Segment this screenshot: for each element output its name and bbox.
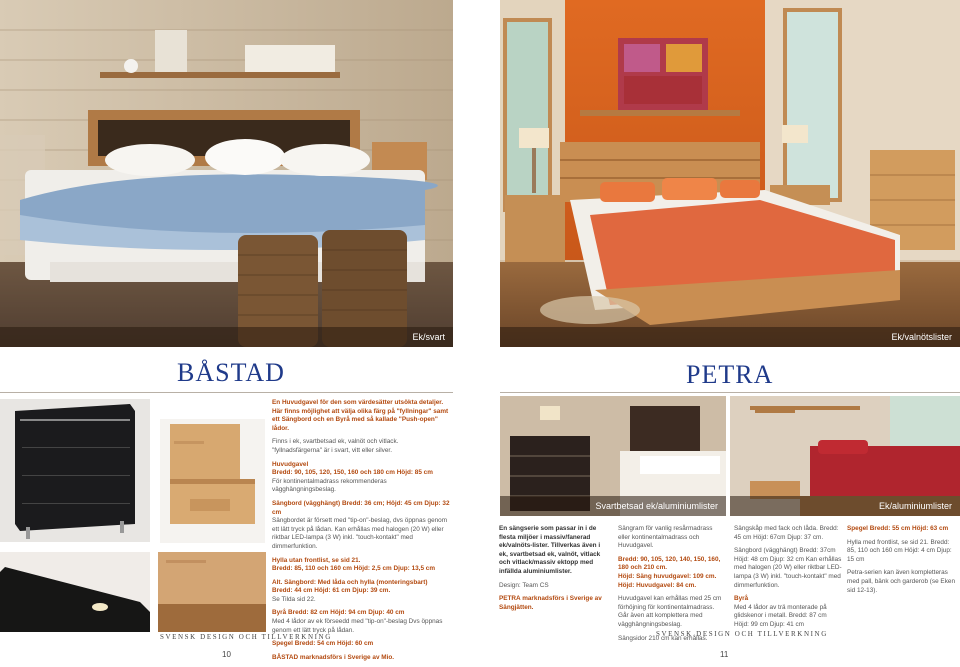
shelf-title: Hylla utan frontlist, se sid 21. [272,556,361,564]
petra-hero-photo [500,0,960,347]
petra-dresser: Med 4 lådor av trä monterade på glidskenor i metall. Bredd: 87 cm Höjd: 99 cm Djup: 41 cm [734,603,827,628]
bastad-finish: Finns i ek, svartbetsad ek, valnöt och vitlack. "fyllnadsfärgerna" är i svart, vitt eller silver. [272,438,399,454]
title-rule-right [500,392,960,393]
petra-frame-dims: Bredd: 90, 105, 120, 140, 150, 160, 180 och 210 cm. [618,555,721,572]
petra-shelf: Hylla med frontlist, se sid 21. Bredd: 85, 110 och 160 cm Höjd: 4 cm Djup: 15 cm [847,538,952,563]
nightstand-title: Sängbord (vägghängt) Bredd: 36 cm; Höjd: 45 cm Djup: 32 cm [272,499,450,516]
petra-height-1: Höjd: Säng huvudgavel: 109 cm. [618,572,717,580]
bastad-shelf-light-photo [0,552,150,632]
petra-design: Design: Team CS [499,581,549,589]
petra-note: Petra-serien kan även kompletteras med pall, bänk och garderob (se Eken sid 12-13). [847,569,955,594]
bastad-dresser-photo [0,399,150,542]
bastad-hero-photo [0,0,453,347]
dresser-text: Med 4 lådor av ek förseedd med "tip-on"-beslag Dvs öppnas genom ett lätt tryck på lådan. [272,618,443,634]
petra-frame: Sängram för vanlig resårmadrass eller kontinentalmadrass och Huvudgavel. [618,525,713,550]
petra-col-4 [847,525,955,600]
petra-mirror: Spegel Bredd: 55 cm Höjd: 63 cm [847,525,949,532]
petra-frame-note: Huvudgavel kan erhållas med 25 cm förhöjning för kontinentalmadrass. Går även att komplettera med vägghängningsbeslag. [618,595,722,628]
petra-thumb-dark-photo [500,396,726,516]
petra-cabinet: Sängskåp med fack och låda. Bredd: 45 cm Höjd: 67cm Djup: 37 cm. [734,525,839,541]
alt-nightstand-ref: Se Tilda sid 22. [272,595,316,603]
left-page-number: 10 [222,650,231,659]
bastad-title: BÅSTAD [177,358,285,387]
petra-nightstand: Sängbord (vägghängt) Bredd: 37cm Höjd: 48 cm Djup: 32 cm Kan erhållas med halogen (20 W) eller riktbar LED-lampa (3 W) inkl. "touch-kontakt" med dimmerfunktion. [734,547,842,589]
bastad-intro: En Huvudgavel för den som värdesätter utsökta detaljer. Här finns möjlighet att välja olika färg på "fyllningar" samt ett Sängbord och en Byrå med så kallade "Push-open" lådor. [272,399,449,432]
petra-dresser-title: Byrå [734,595,749,603]
petra-thumb1-caption: Svartbetsad ek/aluminiumlister [500,496,726,516]
right-page-number: 11 [720,650,729,659]
petra-hero-caption: Ek/valnötslister [500,327,960,347]
bastad-hero-caption: Ek/svart [0,327,453,347]
right-tagline: SVENSK DESIGN OCH TILLVERKNING [656,630,828,638]
bastad-shelf-image [0,552,150,632]
mirror-dims: Spegel Bredd: 54 cm Höjd: 60 cm [272,640,374,648]
petra-thumb2-caption: Ek/aluminiumlister [730,496,960,516]
petra-col-1 [499,525,607,617]
petra-title: PETRA [686,360,774,389]
petra-height-2: Höjd: Huvudgavel: 84 cm. [618,581,697,589]
bastad-text-column [272,399,450,667]
petra-thumb-light-photo [730,396,960,516]
shelf-dims: Bredd: 85, 110 och 160 cm Höjd: 2,5 cm Djup: 13,5 cm [272,565,436,573]
left-tagline: SVENSK DESIGN OCH TILLVERKNING [160,633,332,641]
alt-nightstand-dims: Bredd: 44 cm Höjd: 61 cm Djup: 39 cm. [272,587,391,595]
dresser-title: Byrå Bredd: 82 cm Höjd: 94 cm Djup: 40 cm [272,609,405,617]
petra-lead: En sängserie som passar in i de flesta miljöer i massiv/fanerad ek/valnöts-lister. Tillverkas även i ek, svartbetsad ek, valnöt, vitlack och vitlack/massiv ektopp med infällda aluminiumlister. [499,525,601,575]
petra-frame-foot: Sängsidor 210 cm kan erhållas. [618,634,708,642]
bastad-dresser-image [0,399,150,542]
title-rule-left [0,392,453,393]
nightstand-text: Sängbordet är försett med "tip-on"-beslag, dvs öppnas genom ett lätt tryck på lådan. Kan erhållas med halogen (20 W) eller riktbar LED-lampa (3 W) inkl. "touch-kontakt" med dimmerfunktion. [272,517,448,550]
headboard-title: Huvudgavel [272,460,309,468]
headboard-dims: Bredd: 90, 105, 120, 150, 160 och 180 cm Höjd: 85 cm [272,469,433,477]
petra-bedroom-image [500,0,960,347]
bastad-wood-image [158,552,266,632]
bastad-sales: BÅSTAD marknadsförs i Sverige av Mio. [272,653,395,661]
alt-nightstand-title: Alt. Sängbord: Med låda och hylla (monteringsbart) [272,578,428,586]
bastad-bedroom-image [0,0,453,347]
bastad-wood-photo [158,552,266,632]
bastad-nightstand-photo [160,419,265,543]
bastad-nightstand-image [160,419,265,543]
petra-col-3 [734,525,842,635]
petra-sales: PETRA marknadsförs i Sverige av Sängjätten. [499,595,602,611]
headboard-note: För kontinentalmadrass rekommenderas vägghängningsbeslag. [272,477,387,494]
